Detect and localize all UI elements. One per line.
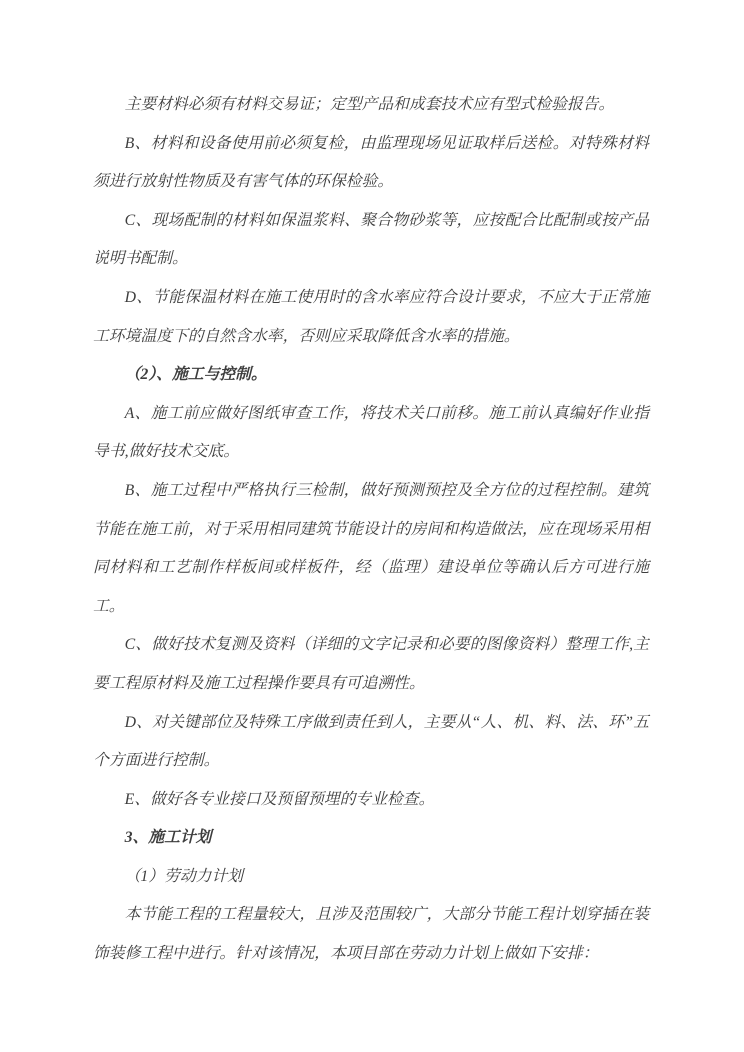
heading-construction-plan: 3、施工计划	[124, 829, 212, 847]
document-body	[93, 86, 649, 974]
paragraph-e-interface-inspection: E、做好各专业接口及预留预埋的专业检查。	[124, 790, 435, 808]
paragraph-d-key-positions: D、对关键部位及特殊工序做到责任到人，主要从“人、机、料、法、环”五个方面进行控制。	[93, 713, 649, 770]
paragraph-c-site-mixed-materials: C、现场配制的材料如保温浆料、聚合物砂浆等，应按配合比配制或按产品说明书配制。	[93, 211, 649, 268]
paragraph-c-technical-resurvey: C、做好技术复测及资料（详细的文字记录和必要的图像资料）整理工作,主要工程原材料及施工过程操作要具有可追溯性。	[93, 636, 649, 692]
paragraph-a-drawing-review: A、施工前应做好图纸审查工作，将技术关口前移。施工前认真编好作业指导书,做好技术交底。	[93, 404, 649, 461]
paragraph-d-moisture-content: D、节能保温材料在施工使用时的含水率应符合设计要求，不应大于正常施工环境温度下的自然含水率，否则应采取降低含水率的措施。	[93, 288, 649, 345]
heading-construction-and-control: （2）、施工与控制。	[124, 366, 267, 384]
paragraph-labor-plan-intro: 本节能工程的工程量较大，且涉及范围较广，大部分节能工程计划穿插在装饰装修工程中进行。针对该情况，本项目部在劳动力计划上做如下安排：	[93, 906, 649, 963]
paragraph-b-three-check-system: B、施工过程中严格执行三检制，做好预测预控及全方位的过程控制。建筑节能在施工前，对于采用相同建筑节能设计的房间和构造做法，应在现场采用相同材料和工艺制作样板间或样板件，经（监理）建设单位等确认后方可进行施工。	[93, 481, 649, 615]
subheading-labor-plan: （1）劳动力计划	[124, 867, 244, 885]
paragraph-b-material-recheck: B、材料和设备使用前必须复检，由监理现场见证取样后送检。对特殊材料须进行放射性物质及有害气体的环保检验。	[93, 134, 649, 191]
paragraph-material-certificates: 主要材料必须有材料交易证；定型产品和成套技术应有型式检验报告。	[124, 96, 615, 113]
